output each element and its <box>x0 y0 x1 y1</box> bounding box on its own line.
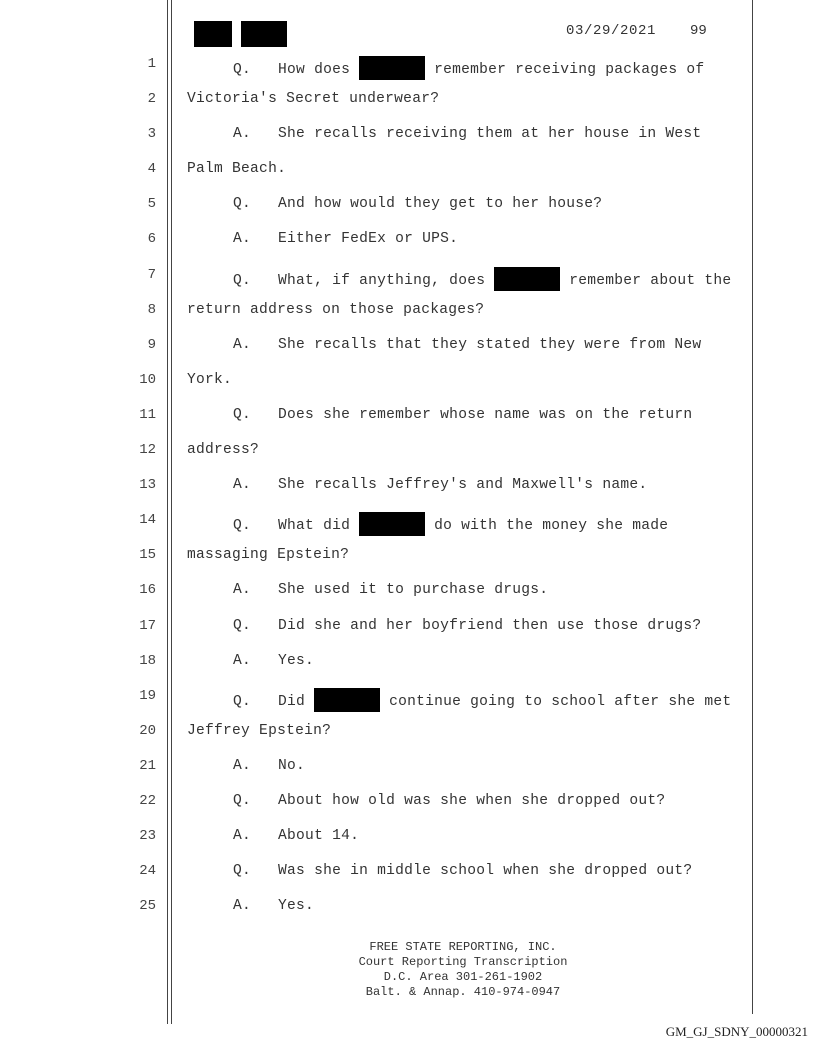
line-text <box>233 618 701 634</box>
line-number: 11 <box>139 406 156 423</box>
line-text <box>233 337 701 353</box>
transcript-line <box>0 789 816 824</box>
line-number: 21 <box>139 757 156 774</box>
transcript-line <box>0 473 816 508</box>
reporter-footer <box>331 940 595 1000</box>
transcript-line <box>0 403 816 438</box>
transcript-line <box>0 438 816 473</box>
line-number: 22 <box>139 792 156 809</box>
line-text-segment: A. She used it to purchase drugs. <box>233 582 549 599</box>
line-text-segment: Q. Did she and her boyfriend then use those drugs? <box>233 617 702 634</box>
line-text <box>233 828 359 844</box>
line-number: 24 <box>139 863 156 880</box>
line-text-segment: York. <box>187 371 233 388</box>
line-text <box>233 196 602 212</box>
line-text-segment: A. Either FedEx or UPS. <box>233 231 459 248</box>
line-text <box>233 477 647 493</box>
line-text-segment: Palm Beach. <box>187 161 287 178</box>
redaction-box <box>314 688 380 712</box>
line-number: 2 <box>147 91 156 108</box>
line-text-segment: continue going to school after she met <box>380 693 732 710</box>
transcript-line <box>0 719 816 754</box>
line-number: 3 <box>147 126 156 143</box>
transcript-line <box>0 754 816 789</box>
line-number: 15 <box>139 547 156 564</box>
transcript-line <box>0 192 816 227</box>
transcript-line <box>0 122 816 157</box>
line-text-segment: A. She recalls that they stated they were from New <box>233 336 702 353</box>
redaction-box <box>359 512 425 536</box>
line-text-segment: address? <box>187 442 260 459</box>
line-text <box>233 231 458 247</box>
line-text-segment: Q. Did <box>233 693 315 710</box>
line-text-segment: Q. What, if anything, does <box>233 272 495 289</box>
line-number: 10 <box>139 371 156 388</box>
footer-company: FREE STATE REPORTING, INC. <box>369 940 557 954</box>
line-number: 12 <box>139 442 156 459</box>
line-text <box>233 512 668 536</box>
line-number: 8 <box>147 301 156 318</box>
transcript-line <box>0 859 816 894</box>
line-number: 19 <box>139 687 156 704</box>
transcript-lines <box>0 52 816 929</box>
line-text <box>233 582 548 598</box>
footer-phone-dc: D.C. Area 301-261-1902 <box>383 970 543 984</box>
line-text <box>187 161 286 177</box>
transcript-line <box>0 52 816 87</box>
line-text <box>233 863 692 879</box>
line-text-segment: Q. Does she remember whose name was on the return <box>233 406 693 423</box>
line-text <box>233 56 704 80</box>
bates-number: GM_GJ_SDNY_00000321 <box>665 1024 808 1039</box>
line-number: 4 <box>147 161 156 178</box>
line-text <box>187 91 439 107</box>
line-number: 17 <box>139 617 156 634</box>
transcript-line <box>0 227 816 262</box>
redaction-box <box>359 56 425 80</box>
line-number: 7 <box>147 266 156 283</box>
line-text <box>233 653 314 669</box>
transcript-line <box>0 508 816 543</box>
line-text-segment: Q. Was she in middle school when she dropped out? <box>233 863 693 880</box>
line-text-segment: A. She recalls receiving them at her house in West <box>233 126 702 143</box>
line-number: 14 <box>139 512 156 529</box>
line-number: 18 <box>139 652 156 669</box>
line-text-segment: Q. And how would they get to her house? <box>233 196 603 213</box>
line-text-segment: remember about the <box>560 272 732 289</box>
line-number: 25 <box>139 898 156 915</box>
header-redaction-2 <box>241 21 287 47</box>
line-text <box>233 898 314 914</box>
line-text-segment: A. Yes. <box>233 652 315 669</box>
transcript-line <box>0 578 816 613</box>
line-number: 1 <box>147 56 156 72</box>
transcript-line <box>0 263 816 298</box>
line-text-segment: remember receiving packages of <box>425 62 705 78</box>
transcript-line <box>0 684 816 719</box>
line-number: 20 <box>139 722 156 739</box>
transcript-line <box>0 157 816 192</box>
transcript-line <box>0 543 816 578</box>
line-text-segment: A. Yes. <box>233 898 315 915</box>
line-text-segment: Q. About how old was she when she dropped out? <box>233 792 666 809</box>
line-text <box>233 267 731 291</box>
line-text <box>187 723 331 739</box>
line-text <box>187 442 259 458</box>
redaction-box <box>494 267 560 291</box>
transcript-line <box>0 649 816 684</box>
line-text <box>233 688 731 712</box>
transcript-line <box>0 333 816 368</box>
header-redaction-1 <box>194 21 232 47</box>
line-text <box>187 302 484 318</box>
transcript-line <box>0 87 816 122</box>
transcript-line <box>0 368 816 403</box>
line-text-segment: A. She recalls Jeffrey's and Maxwell's name. <box>233 477 648 494</box>
transcript-line <box>0 298 816 333</box>
line-text-segment: massaging Epstein? <box>187 547 350 564</box>
line-text-segment: Victoria's Secret underwear? <box>187 91 440 108</box>
transcript-line <box>0 614 816 649</box>
footer-phone-balt: Balt. & Annap. 410-974-0947 <box>365 985 561 999</box>
line-text <box>187 547 349 563</box>
line-number: 6 <box>147 231 156 248</box>
header-date: 03/29/2021 <box>566 23 657 39</box>
line-number: 9 <box>147 336 156 353</box>
transcript-line <box>0 824 816 859</box>
line-text-segment: A. About 14. <box>233 828 360 845</box>
line-text <box>187 372 232 388</box>
line-text <box>233 126 701 142</box>
line-text-segment: return address on those packages? <box>187 301 485 318</box>
footer-service: Court Reporting Transcription <box>358 955 568 969</box>
line-text <box>233 407 692 423</box>
header-page-number: 99 <box>690 23 707 39</box>
line-text-segment: do with the money she made <box>425 518 669 535</box>
transcript-line <box>0 894 816 929</box>
line-text-segment: A. No. <box>233 757 306 774</box>
line-number: 13 <box>139 477 156 494</box>
line-text <box>233 793 665 809</box>
line-text-segment: Q. What did <box>233 518 360 535</box>
line-text-segment: Q. How does <box>233 62 360 78</box>
line-number: 5 <box>147 196 156 213</box>
line-text <box>233 758 305 774</box>
line-text-segment: Jeffrey Epstein? <box>187 722 332 739</box>
line-number: 16 <box>139 582 156 599</box>
line-number: 23 <box>139 828 156 845</box>
